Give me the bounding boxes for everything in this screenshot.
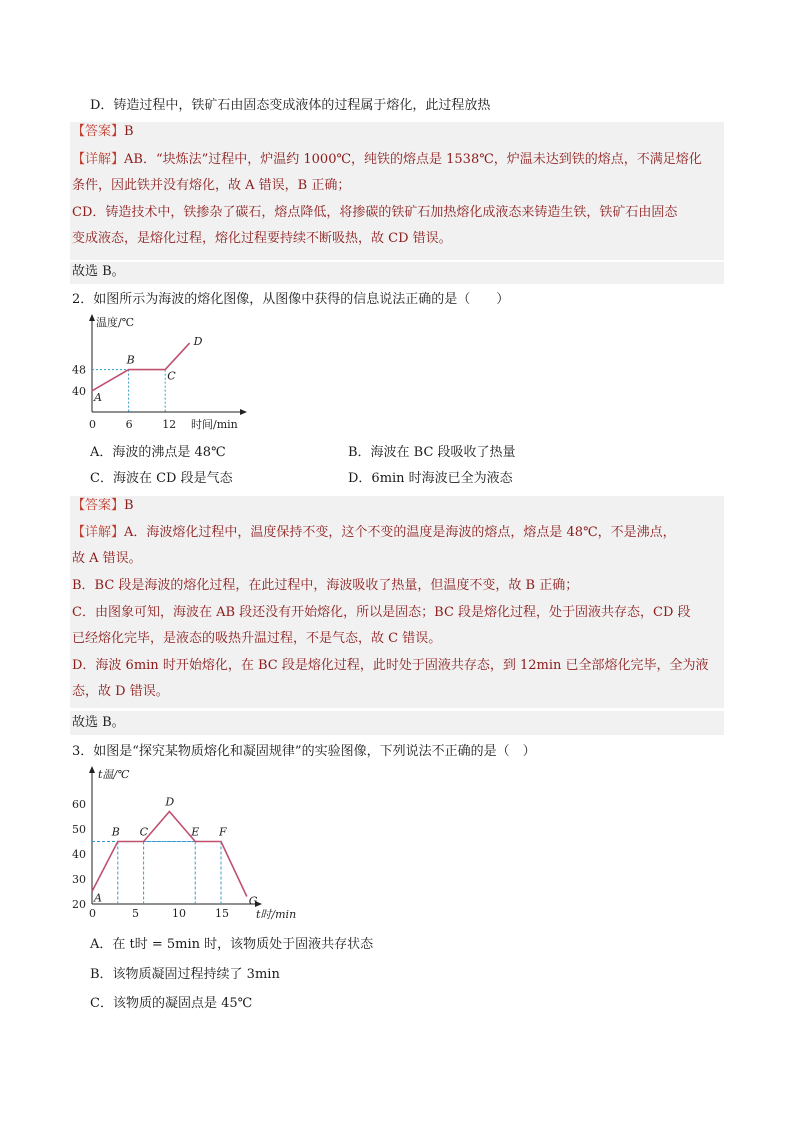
q2-option-d: D．6min 时海波已全为液态	[348, 471, 513, 486]
point-label-b: B	[111, 825, 120, 839]
q1-detail-line-2: 条件，因此铁并没有熔化，故 A 错误，B 正确；	[72, 178, 351, 193]
q2-detail-line-6: D．海波 6min 时开始熔化，在 BC 段是熔化过程，此时处于固液共存态，到 12min 已全部熔化完毕，全为液	[72, 658, 709, 673]
x-tick-label: 5	[132, 907, 139, 920]
point-label-f: F	[219, 825, 227, 839]
q2-detail-line-2: 故 A 错误。	[72, 551, 142, 566]
x-tick-label: 6	[125, 418, 133, 431]
q1-detail-line-1: 【详解】AB．“块炼法”过程中，炉温约 1000℃，纯铁的熔点是 1538℃，炉温未达到铁的熔点，不满足熔化	[72, 152, 702, 167]
detail-tag: 【详解】	[72, 525, 125, 540]
point-label-b: B	[126, 353, 135, 367]
q2-answer: 【答案】B	[72, 498, 134, 513]
point-label-a: A	[94, 390, 102, 404]
x-tick-label: 10	[172, 907, 186, 920]
series-line	[92, 812, 247, 897]
y-tick-label: 30	[72, 873, 86, 886]
answer-tag: 【答案】	[72, 498, 125, 513]
q3-melt-solidify-chart	[68, 762, 308, 922]
q2-detail-line-4: C．由图象可知，海波在 AB 段还没有开始熔化，所以是固态；BC 段是熔化过程，处于固液共存态，CD 段	[72, 605, 691, 620]
detail-tag: 【详解】	[72, 152, 125, 167]
q2-option-a: A．海波的沸点是 48℃	[90, 445, 226, 460]
x-tick-label: 15	[215, 907, 229, 920]
y-axis-arrow	[89, 766, 95, 773]
y-axis-arrow	[89, 314, 95, 321]
q2-detail-line-3: B．BC 段是海波的熔化过程，在此过程中，海波吸收了热量，但温度不变，故 B 正确；	[72, 578, 579, 593]
point-label-d: D	[165, 795, 175, 809]
y-tick-label: 40	[72, 848, 86, 861]
q2-option-b: B．海波在 BC 段吸收了热量	[348, 445, 516, 460]
y-axis-label: 温度/℃	[96, 316, 135, 329]
x-axis-label: 时间/min	[191, 418, 238, 431]
q1-answer: 【答案】B	[72, 124, 134, 139]
series-line	[92, 343, 190, 391]
point-label-g: G	[248, 894, 258, 908]
q2-detail-line-1: 【详解】A．海波熔化过程中，温度保持不变，这个不变的温度是海波的熔点，熔点是 48℃，不是沸点，	[72, 525, 676, 540]
point-label-c: C	[167, 369, 176, 383]
answer-tag: 【答案】	[72, 124, 125, 139]
y-tick-label: 48	[72, 363, 86, 377]
point-label-c: C	[139, 825, 149, 839]
q3-option-b: B．该物质凝固过程持续了 3min	[90, 967, 280, 982]
x-tick-label: 0	[89, 418, 96, 431]
x-axis-arrow	[240, 409, 247, 415]
q1-conclusion-box	[70, 262, 724, 284]
q1-option-d: D．铸造过程中，铁矿石由固态变成液体的过程属于熔化，此过程放热	[90, 98, 491, 113]
q1-detail-line-3: CD．铸造技术中，铁掺杂了碳石，熔点降低，将掺碳的铁矿石加热熔化成液态来铸造生铁，铁矿石由固态	[72, 205, 678, 220]
q2-conclusion-box	[70, 711, 724, 735]
q3-option-a: A．在 t时 = 5min 时，该物质处于固液共存状态	[90, 937, 374, 952]
q2-detail-line-7: 态，故 D 错误。	[72, 684, 169, 699]
q2-option-c: C．海波在 CD 段是气态	[90, 471, 233, 486]
q3-question: 3．如图是“探究某物质熔化和凝固规律”的实验图像，下列说法不正确的是（ ）	[72, 744, 536, 759]
point-label-a: A	[94, 891, 102, 905]
point-label-e: E	[191, 825, 200, 839]
x-tick-label: 0	[89, 907, 96, 920]
y-tick-label: 20	[72, 898, 86, 911]
q1-solution-box	[70, 122, 724, 260]
q2-question: 2．如图所示为海波的熔化图像，从图像中获得的信息说法正确的是（ ）	[72, 292, 510, 307]
q2-detail-line-5: 已经熔化完毕，是液态的吸热升温过程，不是气态，故 C 错误。	[72, 631, 442, 646]
q2-solution-box	[70, 496, 724, 708]
q3-option-c: C．该物质的凝固点是 45℃	[90, 996, 253, 1011]
y-tick-label: 50	[72, 823, 86, 836]
q2-melting-chart	[70, 310, 250, 440]
x-axis-label: t时/min	[256, 908, 297, 921]
y-axis-label: t温/℃	[98, 768, 130, 781]
y-tick-label: 60	[72, 798, 86, 811]
x-tick-label: 12	[162, 418, 177, 431]
point-label-d: D	[193, 335, 203, 349]
q1-conclusion: 故选 B。	[72, 264, 125, 279]
q2-conclusion: 故选 B。	[72, 715, 125, 730]
q1-detail-line-4: 变成液态，是熔化过程，熔化过程要持续不断吸热，故 CD 错误。	[72, 231, 452, 246]
y-tick-label: 40	[72, 384, 86, 398]
